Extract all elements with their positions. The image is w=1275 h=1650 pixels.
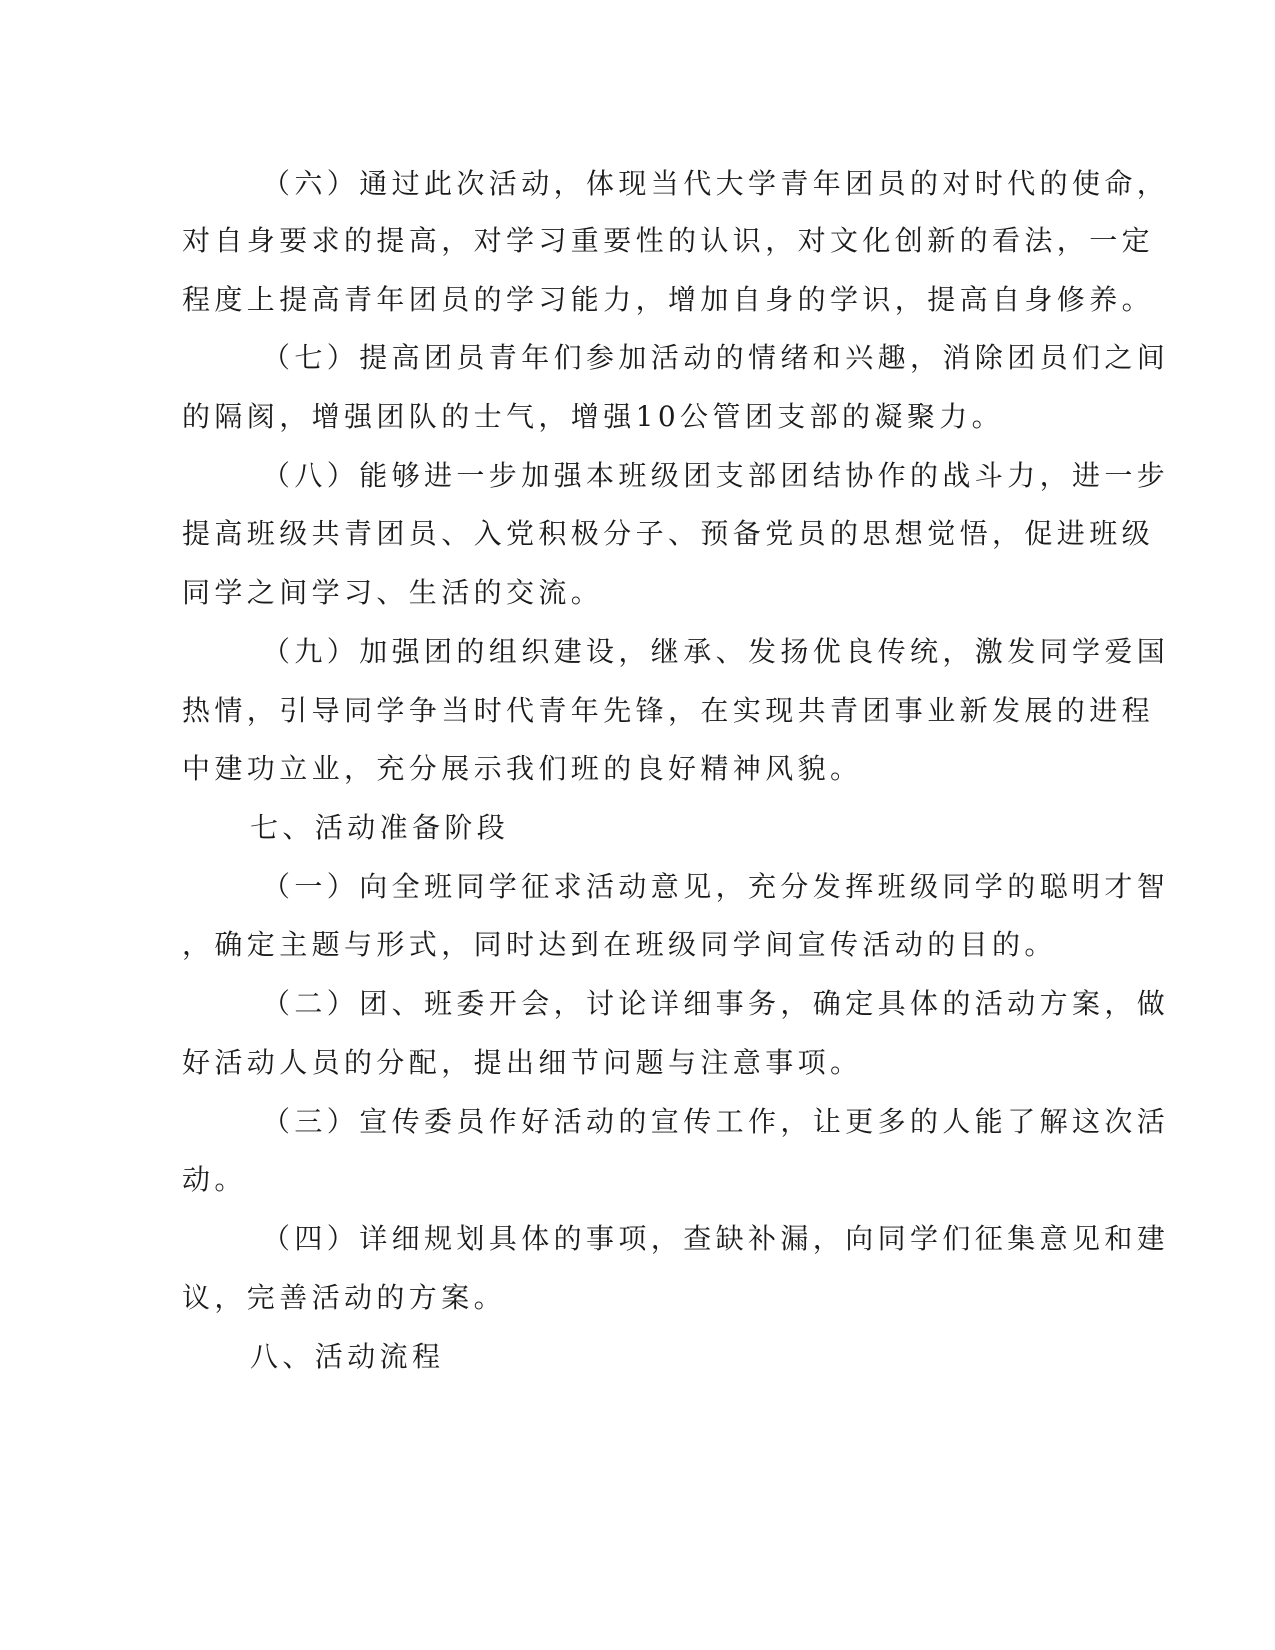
text-line: 同学之间学习、生活的交流。: [182, 576, 604, 609]
text-line: ，确定主题与形式，同时达到在班级同学间宣传活动的目的。: [182, 928, 1057, 961]
text-line: （二）团、班委开会，讨论详细事务，确定具体的活动方案，做: [262, 987, 1170, 1020]
text-line: （九）加强团的组织建设，继承、发扬优良传统，激发同学爱国: [262, 635, 1170, 668]
text-line: （一）向全班同学征求活动意见，充分发挥班级同学的聪明才智: [262, 870, 1170, 903]
text-line: （八）能够进一步加强本班级团支部团结协作的战斗力，进一步: [262, 459, 1170, 492]
text-line: 中建功立业，充分展示我们班的良好精神风貌。: [182, 752, 863, 785]
text-line: 的隔阂，增强团队的士气，增强10公管团支部的凝聚力。: [182, 400, 1005, 433]
text-line: 程度上提高青年团员的学习能力，增加自身的学识，提高自身修养。: [182, 283, 1155, 316]
text-line: （六）通过此次活动，体现当代大学青年团员的对时代的使命，: [262, 167, 1170, 200]
text-line: 热情，引导同学争当时代青年先锋，在实现共青团事业新发展的进程: [182, 694, 1155, 727]
text-line: （七）提高团员青年们参加活动的情绪和兴趣，消除团员们之间: [262, 341, 1170, 374]
text-line: 对自身要求的提高，对学习重要性的认识，对文化创新的看法，一定: [182, 224, 1155, 257]
text-line: （三）宣传委员作好活动的宣传工作，让更多的人能了解这次活: [262, 1105, 1170, 1138]
text-line: 动。: [182, 1163, 247, 1196]
text-line: （四）详细规划具体的事项，查缺补漏，向同学们征集意见和建: [262, 1222, 1170, 1255]
section-heading: 七、活动准备阶段: [250, 811, 510, 844]
section-heading: 八、活动流程: [250, 1340, 445, 1373]
text-line: 议，完善活动的方案。: [182, 1281, 507, 1314]
text-line: 提高班级共青团员、入党积极分子、预备党员的思想觉悟，促进班级: [182, 517, 1155, 550]
text-line: 好活动人员的分配，提出细节问题与注意事项。: [182, 1046, 863, 1079]
